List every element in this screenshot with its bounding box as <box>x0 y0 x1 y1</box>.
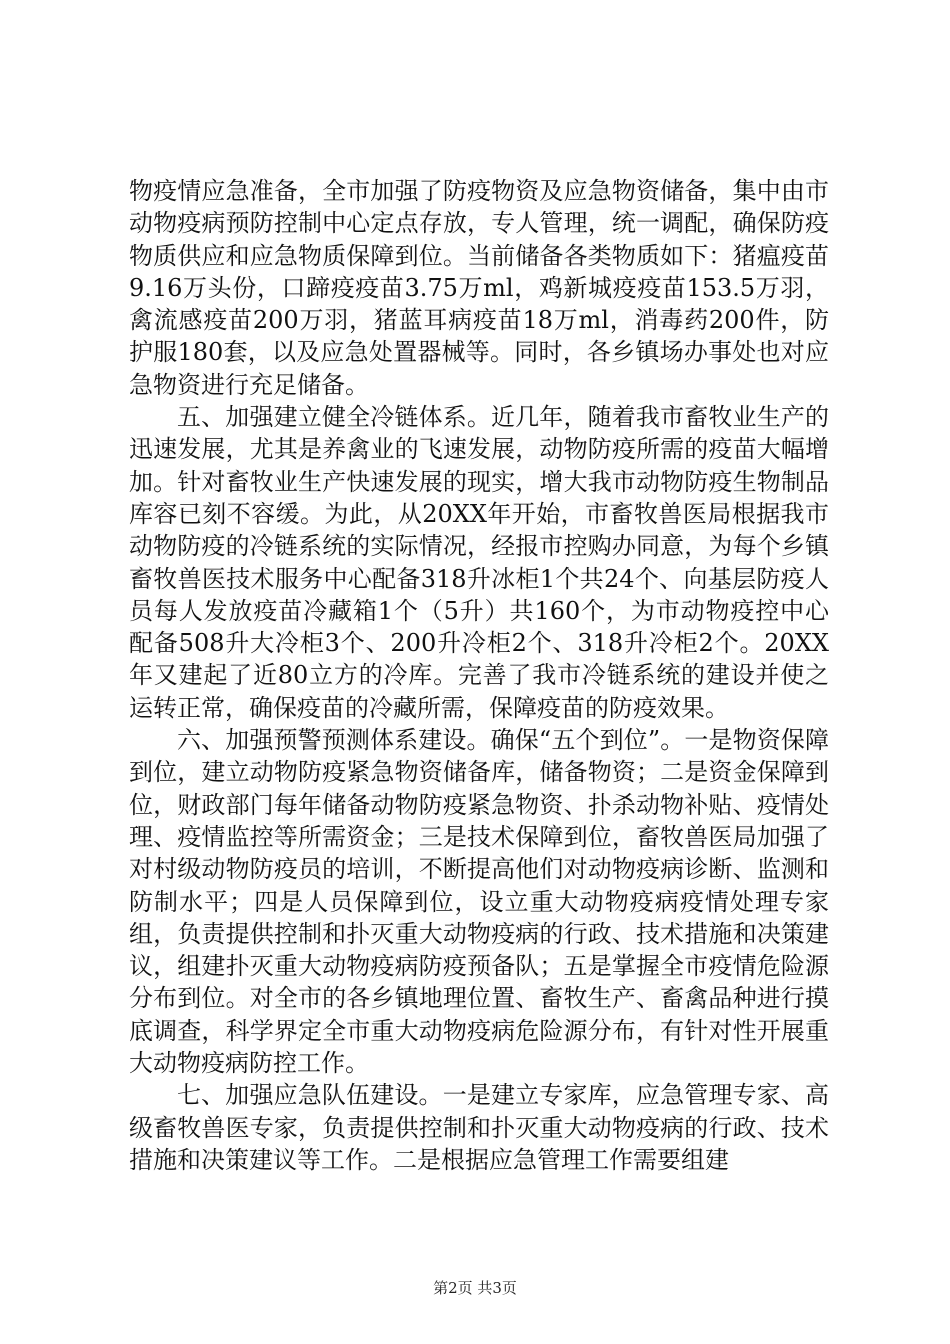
paragraph-section-7: 七、加强应急队伍建设。一是建立专家库，应急管理专家、高级畜牧兽医专家，负责提供控制和扑灭重大动物疫病的行政、技术措施和决策建议等工作。二是根据应急管理工作需要组建 <box>129 1081 829 1174</box>
page-number-footer: 第2页 共3页 <box>433 1279 517 1297</box>
document-body <box>129 175 829 1176</box>
paragraph-section-6: 六、加强预警预测体系建设。确保“五个到位”。一是物资保障到位，建立动物防疫紧急物资储备库，储备物资；二是资金保障到位，财政部门每年储备动物防疫紧急物资、扑杀动物补贴、疫情处理、疫情监控等所需资金；三是技术保障到位，畜牧兽医局加强了对村级动物防疫员的培训，不断提高他们对动物疫病诊断、监测和防制水平；四是人员保障到位，设立重大动物疫病疫情处理专家组，负责提供控制和扑灭重大动物疫病的行政、技术措施和决策建议，组建扑灭重大动物疫病防疫预备队；五是掌握全市疫情危险源分布到位。对全市的各乡镇地理位置、畜牧生产、畜禽品种进行摸底调查，科学界定全市重大动物疫病危险源分布，有针对性开展重大动物疫病防控工作。 <box>129 726 829 1078</box>
paragraph-section-5: 五、加强建立健全冷链体系。近几年，随着我市畜牧业生产的迅速发展，尤其是养禽业的飞速发展，动物防疫所需的疫苗大幅增加。针对畜牧业生产快速发展的现实，增大我市动物防疫生物制品库容已刻不容缓。为此，从20XX年开始，市畜牧兽医局根据我市动物防疫的冷链系统的实际情况，经报市控购办同意，为每个乡镇畜牧兽医技术服务中心配备318升冰柜1个共24个、向基层防疫人员每人发放疫苗冷藏箱1个（5升）共160个，为市动物疫控中心配备508升大冷柜3个、200升冷柜2个、318升冷柜2个。20XX年又建起了近80立方的冷库。完善了我市冷链系统的建设并使之运转正常，确保疫苗的冷藏所需，保障疫苗的防疫效果。 <box>129 403 829 722</box>
paragraph-continuation: 物疫情应急准备，全市加强了防疫物资及应急物资储备，集中由市动物疫病预防控制中心定点存放，专人管理，统一调配，确保防疫物质供应和应急物质保障到位。当前储备各类物质如下：猪瘟疫苗9.16万头份，口蹄疫疫苗3.75万ml，鸡新城疫疫苗153.5万羽，禽流感疫苗200万羽，猪蓝耳病疫苗18万ml，消毒药200件，防护服180套，以及应急处置器械等。同时，各乡镇场办事处也对应急物资进行充足储备。 <box>129 177 829 399</box>
